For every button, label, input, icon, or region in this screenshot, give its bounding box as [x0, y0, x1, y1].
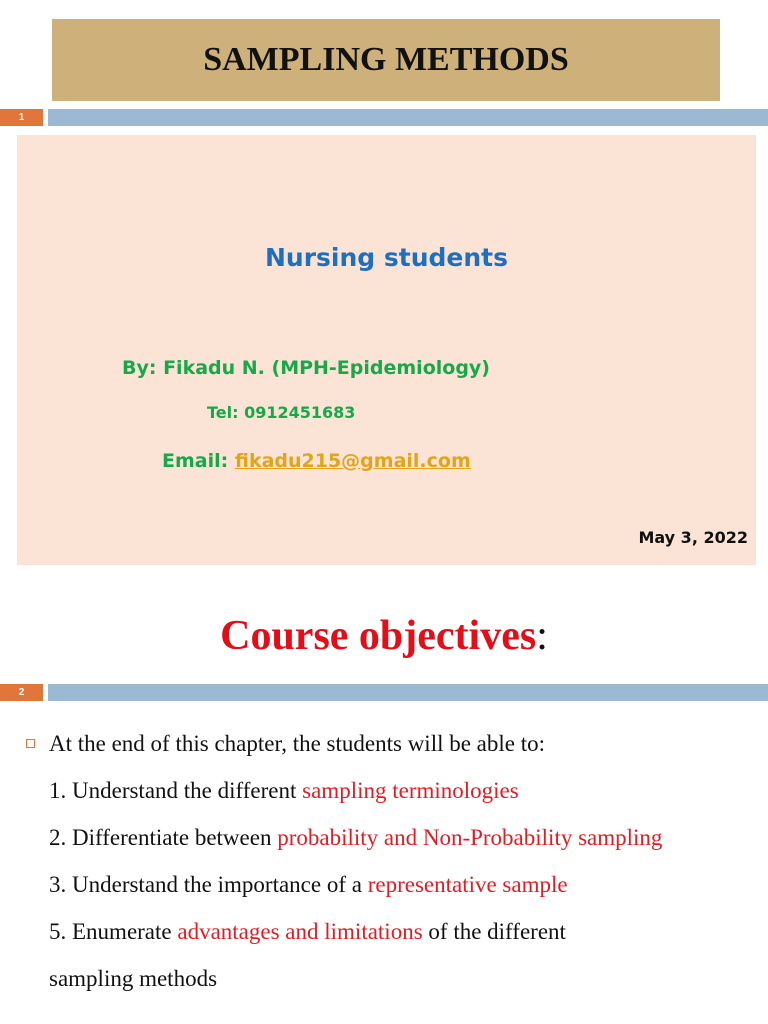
objective-continuation: sampling methods [49, 966, 218, 991]
audience-heading: Nursing students [264, 243, 508, 272]
slide2-strip [48, 684, 768, 701]
slide2-title-text: Course objectives [220, 613, 537, 659]
objective-item [49, 825, 662, 851]
telephone-line: Tel: 0912451683 [207, 403, 356, 422]
slide1-strip [48, 109, 768, 126]
slide1-title: SAMPLING METHODS [203, 41, 569, 78]
objective-text: 1. Understand the different [49, 778, 303, 803]
slide2-number-bar [0, 684, 768, 701]
email-link[interactable]: fikadu215@gmail.com [234, 450, 471, 472]
objective-text: 5. Enumerate [49, 919, 178, 944]
presentation-date: May 3, 2022 [638, 528, 748, 547]
objective-highlight: sampling terminologies [302, 778, 519, 803]
objective-text: 2. Differentiate between [49, 825, 278, 850]
slide2-title [0, 612, 768, 660]
objective-item [49, 778, 519, 804]
email-line [162, 450, 471, 472]
slide1-number: 1 [0, 109, 43, 126]
slide1-content-panel [17, 135, 756, 565]
slide2-number: 2 [0, 684, 43, 701]
slide1-title-box [52, 19, 720, 101]
intro-text: At the end of this chapter, the students will be able to: [49, 731, 546, 756]
objective-highlight: probability and Non-Probability sampling [277, 825, 663, 850]
square-bullet-icon [26, 739, 35, 748]
email-label: Email: [162, 450, 229, 472]
slide2-title-colon: : [536, 613, 548, 659]
objective-suffix: of the different [422, 919, 566, 944]
slide1-number-bar [0, 109, 768, 126]
objective-item [49, 919, 566, 945]
objective-text: 3. Understand the importance of a [49, 872, 368, 897]
objective-highlight: advantages and limitations [177, 919, 423, 944]
objective-item [49, 872, 568, 898]
author-line: By: Fikadu N. (MPH-Epidemiology) [122, 357, 490, 379]
intro-line [0, 728, 768, 760]
objective-highlight: representative sample [367, 872, 568, 897]
